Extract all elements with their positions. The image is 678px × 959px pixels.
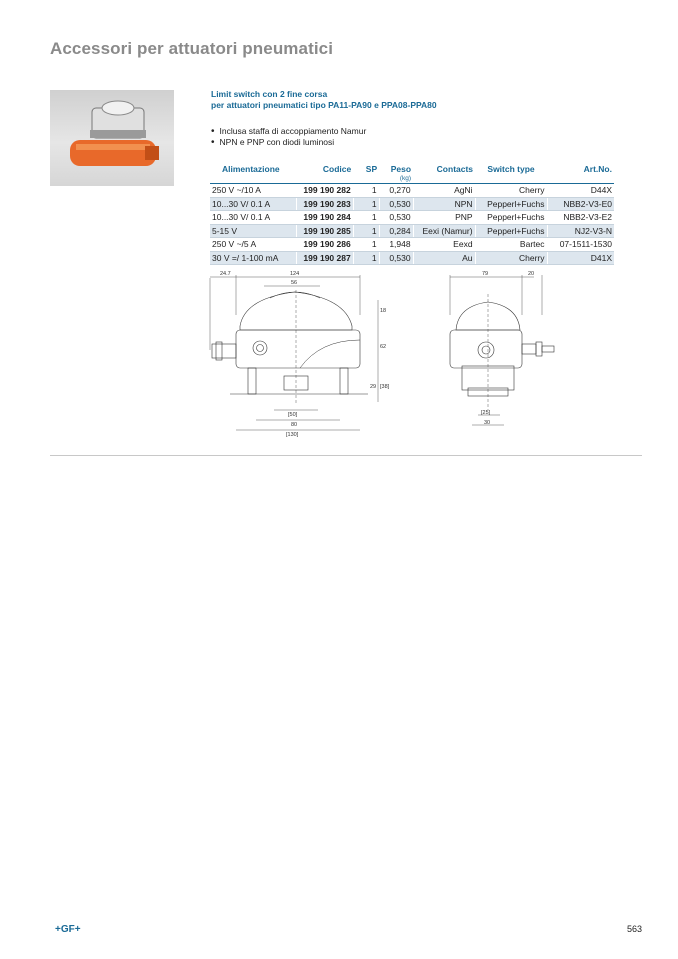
table-row (210, 224, 614, 238)
technical-drawing (200, 270, 570, 445)
cell-contacts: Au (413, 251, 475, 265)
cell-art-no: D44X (547, 184, 614, 198)
cell-switch-type: Pepperl+Fuchs (475, 211, 547, 225)
product-title (211, 89, 437, 111)
header-codice: Codice (322, 163, 352, 174)
cell-switch-type: Cherry (475, 251, 547, 265)
cell-alimentazione: 250 V ~/5 A (210, 238, 297, 252)
cell-contacts: AgNi (413, 184, 475, 198)
dim-29: 29 (370, 384, 377, 390)
dim-56: 56 (291, 280, 298, 286)
dim-18: 18 (380, 308, 387, 314)
cell-contacts: NPN (413, 197, 475, 211)
page-number: 563 (626, 924, 642, 934)
cell-sp: 1 (353, 197, 379, 211)
dim-79: 79 (482, 271, 489, 277)
cell-sp: 1 (353, 238, 379, 252)
cell-switch-type: Cherry (475, 184, 547, 198)
side-view (450, 271, 554, 426)
weight-unit: (kg) (379, 175, 413, 184)
dim-124: 124 (290, 271, 300, 277)
dim-80: 80 (291, 422, 298, 428)
feature-item: • Inclusa staffa di accoppiamento Namur (211, 126, 366, 137)
gf-logo: +GF+ (55, 924, 81, 935)
table-row (210, 251, 614, 265)
cell-art-no: NBB2-V3-E0 (547, 197, 614, 211)
cell-alimentazione: 5-15 V (210, 224, 297, 238)
product-photo (50, 90, 174, 186)
header-art-no: Art.No. (583, 163, 612, 174)
cell-art-no: 07-1511-1530 (547, 238, 614, 252)
spec-table (210, 162, 614, 265)
dim-38: [38] (380, 384, 390, 390)
header-sp: SP (365, 163, 378, 174)
cell-switch-type: Pepperl+Fuchs (475, 197, 547, 211)
cell-art-no: NJ2-V3-N (547, 224, 614, 238)
cell-contacts: Eexd (413, 238, 475, 252)
table-row (210, 197, 614, 211)
table-units-row (210, 175, 614, 184)
cell-codice: 199 190 284 (297, 211, 353, 225)
cell-alimentazione: 10...30 V/ 0.1 A (210, 197, 297, 211)
product-title-line-1: Limit switch con 2 fine corsa (211, 89, 328, 99)
cell-switch-type: Bartec (475, 238, 547, 252)
cell-sp: 1 (353, 211, 379, 225)
header-contacts: Contacts (436, 163, 474, 174)
cell-sp: 1 (353, 184, 379, 198)
cell-codice: 199 190 285 (297, 224, 353, 238)
cell-codice: 199 190 282 (297, 184, 353, 198)
dim-50: [50] (288, 412, 298, 418)
cell-sp: 1 (353, 224, 379, 238)
dim-62: 62 (380, 344, 387, 350)
cell-peso: 0,530 (379, 211, 413, 225)
front-view (210, 271, 390, 438)
cell-alimentazione: 30 V =/ 1-100 mA (210, 251, 297, 265)
cell-peso: 1,948 (379, 238, 413, 252)
cell-contacts: Eexi (Namur) (413, 224, 475, 238)
cell-codice: 199 190 283 (297, 197, 353, 211)
cell-peso: 0,530 (379, 197, 413, 211)
table-header-row (210, 162, 614, 175)
cell-alimentazione: 250 V ~/10 A (210, 184, 297, 198)
cell-peso: 0,530 (379, 251, 413, 265)
dim-20: 20 (528, 271, 535, 277)
feature-list (211, 126, 366, 148)
feature-item: • NPN e PNP con diodi luminosi (211, 137, 366, 148)
cell-codice: 199 190 286 (297, 238, 353, 252)
product-title-line-2: per attuatori pneumatici tipo PA11-PA90 e PPA08-PPA80 (211, 100, 437, 110)
cell-peso: 0,270 (379, 184, 413, 198)
dim-24-7: 24.7 (220, 271, 231, 277)
header-alimentazione: Alimentazione (222, 163, 280, 174)
dim-30: 30 (484, 420, 491, 426)
cell-codice: 199 190 287 (297, 251, 353, 265)
cell-alimentazione: 10...30 V/ 0.1 A (210, 211, 297, 225)
header-peso: Peso (390, 163, 412, 174)
dim-25: [25] (481, 410, 491, 416)
table-row (210, 238, 614, 252)
dim-130: [130] (286, 432, 299, 438)
page-title: Accessori per attuatori pneumatici (50, 39, 334, 58)
cell-peso: 0,284 (379, 224, 413, 238)
cell-switch-type: Pepperl+Fuchs (475, 224, 547, 238)
cell-sp: 1 (353, 251, 379, 265)
cell-contacts: PNP (413, 211, 475, 225)
cell-art-no: D41X (547, 251, 614, 265)
section-divider (50, 455, 642, 456)
header-switch-type: Switch type (487, 163, 535, 174)
cell-art-no: NBB2-V3-E2 (547, 211, 614, 225)
table-row (210, 184, 614, 198)
table-row (210, 211, 614, 225)
